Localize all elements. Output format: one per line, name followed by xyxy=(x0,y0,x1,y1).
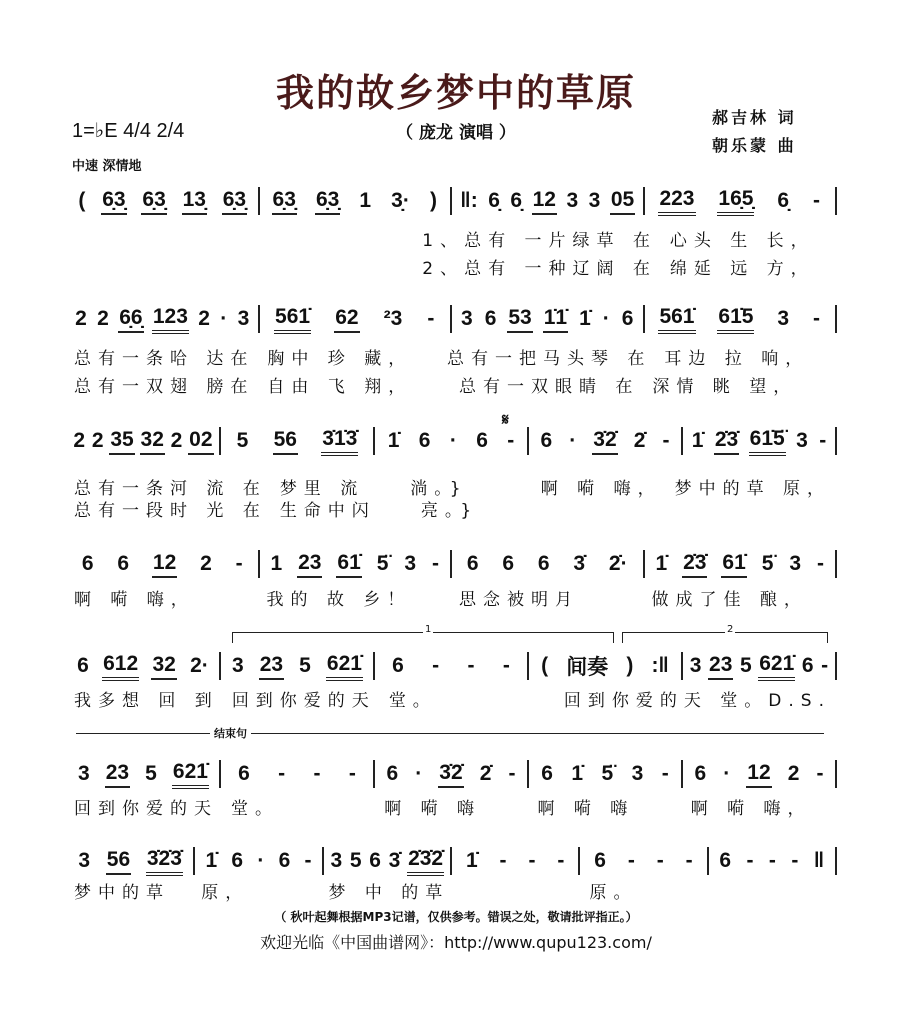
note-group: 1̇ xyxy=(205,849,218,872)
note-group: · xyxy=(602,307,610,330)
note-group: · xyxy=(723,762,731,785)
barline xyxy=(450,305,452,333)
note-group: - xyxy=(502,654,510,677)
note-group: 53 xyxy=(507,306,532,333)
note-group: 02 xyxy=(188,428,213,455)
note-group: - xyxy=(499,849,507,872)
note-group: 62 xyxy=(334,306,359,333)
barline xyxy=(219,760,221,788)
notation-row xyxy=(70,424,840,458)
lyric-segment: 总有一双眼睛 在 xyxy=(459,376,640,397)
note-group: 3̇ xyxy=(573,552,586,575)
note-group: - xyxy=(821,654,829,677)
measure xyxy=(70,551,255,578)
barline xyxy=(219,652,221,680)
note-group: - xyxy=(235,552,243,575)
lyric-segment: 堂。 xyxy=(388,690,437,711)
note-group: 5 xyxy=(236,429,249,452)
lyrics-line xyxy=(70,474,840,498)
notation-row xyxy=(70,302,840,336)
lyric-segment: 回到你爱的天 xyxy=(74,798,218,819)
note-group: 1̇ xyxy=(465,849,478,872)
note-group: 6̣ xyxy=(777,189,790,212)
note-group: - xyxy=(791,849,799,872)
composer: 朝乐蒙 曲 xyxy=(712,136,797,155)
note-group: 6 xyxy=(369,849,381,872)
note-group: 23 xyxy=(259,653,284,680)
measure xyxy=(224,762,370,786)
note-group: 3̇2̇ xyxy=(592,428,617,455)
lyric-segment: 1、总有 一片绿草 在 xyxy=(422,230,657,251)
lyric-segment: 思念被明月 xyxy=(459,589,579,610)
barline xyxy=(835,550,837,578)
first-ending-bracket xyxy=(232,624,614,643)
note-group: 3̇2̇ xyxy=(438,761,463,788)
note-group: 2̇3̇ xyxy=(714,428,739,455)
note-group: - xyxy=(662,429,670,452)
second-ending-bracket xyxy=(622,624,828,643)
lyric-segment: 心头 生 长， xyxy=(669,230,815,251)
note-group: 3̇ xyxy=(388,849,401,872)
measure xyxy=(686,652,832,681)
note-group: 6 xyxy=(476,429,488,452)
note-group: 5̈ xyxy=(376,552,389,575)
measure xyxy=(378,761,524,788)
barline xyxy=(578,847,580,875)
note-group: 61̇ xyxy=(336,551,361,578)
note-group: - xyxy=(819,429,827,452)
note-group: 56 xyxy=(106,848,131,875)
barline xyxy=(527,427,529,455)
lyric-segment: 我多想 回 到 xyxy=(74,690,219,711)
note-group: 3 xyxy=(78,849,91,872)
note-group: 2 xyxy=(97,307,109,330)
note-group: 32 xyxy=(140,428,165,455)
note-group: 6 xyxy=(594,849,606,872)
note-group: 1 xyxy=(270,552,283,575)
note-group: 6̣6̣ xyxy=(118,306,143,333)
barline xyxy=(258,305,260,333)
note-group: 5̈ xyxy=(601,762,614,785)
note-group: 3 xyxy=(689,654,702,677)
note-group: 2 xyxy=(75,307,87,330)
barline xyxy=(835,187,837,215)
lyric-segment: 生命中闪 xyxy=(279,500,376,521)
note-group: - xyxy=(685,849,693,872)
lyric-segment: 淌。} xyxy=(410,478,468,499)
barline xyxy=(527,760,529,788)
note-group: 05 xyxy=(610,188,635,215)
lyrics-line xyxy=(70,686,840,710)
note-group: 间奏 xyxy=(566,656,609,679)
measure xyxy=(327,847,447,876)
note-group: 6 xyxy=(81,552,94,575)
note-group: :‖ xyxy=(651,654,669,677)
note-group: 6 xyxy=(484,307,497,330)
lyric-segment: 啊 嗬 嗨 xyxy=(384,798,482,819)
note-group: 3 xyxy=(789,552,802,575)
note-group: 56 xyxy=(273,428,298,455)
measure xyxy=(224,427,370,456)
note-group: 2̇ xyxy=(633,429,646,452)
note-group: 6 xyxy=(801,654,814,677)
note-group: - xyxy=(813,307,820,330)
measure xyxy=(648,305,833,334)
barline xyxy=(450,847,452,875)
note-group: 6̣ xyxy=(510,189,523,212)
note-group: 2 xyxy=(200,552,212,575)
lyric-segment: 梦中的草 xyxy=(74,882,170,903)
measure xyxy=(532,762,678,786)
note-group: 35 xyxy=(109,428,134,455)
lyric-segment: 啊 嗬 嗨 xyxy=(537,798,635,819)
note-group: · xyxy=(257,849,265,872)
note-group: 621̇ xyxy=(172,760,209,789)
note-group: 32 xyxy=(151,653,176,680)
note-group: ) xyxy=(626,654,634,677)
barline xyxy=(373,760,375,788)
measure xyxy=(70,847,190,876)
note-group: 3 xyxy=(566,189,579,212)
note-group: 3 xyxy=(588,189,601,212)
note-group: - xyxy=(557,849,565,872)
lyric-segment: 胸中 珍 藏， xyxy=(267,348,413,369)
note-group: 3 xyxy=(461,307,473,330)
note-group: 6 xyxy=(386,762,399,785)
note-group: - xyxy=(348,762,356,785)
note-group: - xyxy=(656,849,664,872)
lyrics-line xyxy=(70,794,840,818)
barline xyxy=(835,760,837,788)
note-group: 5 xyxy=(739,654,752,677)
measure xyxy=(70,188,255,215)
barline xyxy=(450,187,452,215)
note-group: ²3 xyxy=(383,307,403,330)
note-group: - xyxy=(278,762,286,785)
note-group: 6̣ xyxy=(488,189,500,212)
note-group: 6̣3̣ xyxy=(101,188,126,215)
note-group: 6 xyxy=(540,429,553,452)
note-group: 3̇2̇3̇ xyxy=(146,847,183,876)
note-group: - xyxy=(661,762,669,785)
note-group: - xyxy=(427,307,435,330)
note-group: 61̇ xyxy=(721,551,746,578)
measure xyxy=(455,552,640,576)
note-group: 6 xyxy=(719,849,732,872)
note-group: 6 xyxy=(117,552,130,575)
note-group: 6 xyxy=(621,307,634,330)
note-group: 3 xyxy=(237,307,250,330)
note-group: 3̇1̇3̇ xyxy=(321,427,358,456)
barline xyxy=(681,760,683,788)
note-group: 6 xyxy=(541,762,553,785)
barline xyxy=(643,305,645,333)
note-group: 6 xyxy=(502,552,515,575)
barline xyxy=(373,427,375,455)
lyric-segment: 梦中的草 原， xyxy=(674,478,831,499)
lyric-segment: 啊 嗬 嗨， xyxy=(74,589,195,610)
transcription-note: （ 秋叶起舞根据MP3记谱，仅供参考。错误之处，敬请批评指正。） xyxy=(274,910,638,924)
note-group: 13̣ xyxy=(182,188,207,215)
note-group: 3 xyxy=(330,849,343,872)
note-group: 3 xyxy=(796,429,808,452)
note-group: 2̇ xyxy=(479,762,492,785)
note-group: - xyxy=(508,762,516,785)
measure xyxy=(263,305,448,334)
lyric-segment: 亮。} xyxy=(420,500,479,521)
barline xyxy=(322,847,324,875)
lyrics-line xyxy=(70,372,840,396)
note-group: 5̈ xyxy=(761,552,774,575)
note-group: 612 xyxy=(102,652,139,681)
lyrics-line xyxy=(70,344,840,368)
note-group: 6 xyxy=(278,849,291,872)
note-group: ( xyxy=(78,189,86,212)
measure xyxy=(224,652,370,681)
measure xyxy=(648,551,833,578)
measure xyxy=(532,651,678,681)
notation-row xyxy=(70,844,840,878)
note-group: 1̇ xyxy=(579,307,591,330)
note-group: - xyxy=(313,762,321,785)
note-group: 2 xyxy=(787,762,800,785)
lyric-segment: 回到你爱的天 堂。D.S. xyxy=(563,690,831,711)
measure xyxy=(532,428,678,455)
note-group: 12 xyxy=(532,188,557,215)
lyric-segment: 2、总有 一种辽阔 在 xyxy=(422,258,657,279)
second-ending-label: 2 xyxy=(727,624,734,635)
barline xyxy=(258,187,260,215)
barline xyxy=(527,652,529,680)
barline xyxy=(835,652,837,680)
note-group: 3̣· xyxy=(391,189,410,212)
measure xyxy=(198,849,318,873)
note-group: 6̣3̣ xyxy=(222,188,247,215)
note-group: 6 xyxy=(694,762,707,785)
note-group: 6̣3̣ xyxy=(315,188,340,215)
lyric-segment: 啊 嗬 嗨， xyxy=(540,478,662,499)
note-group: 223 xyxy=(658,187,695,216)
lyric-segment: 总有一双翅 膀在 xyxy=(74,376,255,397)
measure xyxy=(70,652,216,681)
barline xyxy=(835,305,837,333)
note-group: 3 xyxy=(232,654,244,677)
measure xyxy=(648,187,833,216)
note-group: 1̇ xyxy=(571,762,584,785)
note-group: 2̇· xyxy=(608,552,628,575)
measure xyxy=(712,849,832,873)
note-group: 1̇ xyxy=(387,429,400,452)
website-link[interactable]: 欢迎光临《中国曲谱网》：http://www.qupu123.com/ xyxy=(260,933,652,952)
lyric-segment: 我的 故 乡！ xyxy=(266,589,412,610)
note-group: - xyxy=(432,552,440,575)
note-group: 123 xyxy=(152,305,189,334)
note-group: 6 xyxy=(392,654,404,677)
measure xyxy=(70,428,216,455)
barline xyxy=(450,550,452,578)
lyric-segment: 啊 嗬 嗨， xyxy=(690,798,812,819)
note-group: 23 xyxy=(105,761,130,788)
note-group: - xyxy=(304,849,312,872)
note-group: 1̇ xyxy=(691,429,704,452)
note-group: 23 xyxy=(708,653,733,680)
note-group: 16̣5̣ xyxy=(717,187,754,216)
note-group: 6 xyxy=(418,429,431,452)
lyric-segment: 总有一条河 流 在 xyxy=(74,478,267,499)
measure xyxy=(686,427,832,456)
lyric-segment: 耳边 拉 响， xyxy=(664,348,810,369)
measure xyxy=(455,849,575,873)
first-ending-label: 1 xyxy=(425,624,432,635)
note-group: 5 xyxy=(145,762,157,785)
note-group: 6 xyxy=(77,654,89,677)
note-group: - xyxy=(432,654,440,677)
note-group: - xyxy=(467,654,475,677)
measure xyxy=(686,761,832,788)
note-group: 2̇3̇2̇ xyxy=(407,847,444,876)
note-group: 61̇5 xyxy=(717,305,754,334)
note-group: 2 xyxy=(198,307,210,330)
notation-row xyxy=(70,649,840,683)
note-group: 3 xyxy=(777,307,790,330)
barline xyxy=(835,427,837,455)
note-group: 6 xyxy=(238,762,250,785)
lyric-segment: 绵延 远 方， xyxy=(669,258,815,279)
note-group: 12 xyxy=(746,761,771,788)
note-group: · xyxy=(415,762,423,785)
note-group: - xyxy=(768,849,776,872)
measure xyxy=(70,760,216,789)
note-group: 2 xyxy=(91,429,104,452)
note-group: - xyxy=(746,849,754,872)
lyric-segment: 原， xyxy=(201,882,250,903)
lyric-segment: 梦 中 的草 xyxy=(328,882,450,903)
measure xyxy=(455,306,640,333)
barline xyxy=(681,652,683,680)
lyrics-line xyxy=(70,496,840,520)
note-group: 2 xyxy=(73,429,86,452)
note-group: 561̇ xyxy=(274,305,311,334)
measure xyxy=(378,429,524,453)
measure xyxy=(583,849,703,873)
note-group: 5 xyxy=(299,654,311,677)
lyric-segment: 原。 xyxy=(589,882,638,903)
note-group: 621̇ xyxy=(326,652,363,681)
note-group: - xyxy=(528,849,536,872)
barline xyxy=(258,550,260,578)
measure xyxy=(455,188,640,215)
lyric-segment: 自由 飞 翔， xyxy=(267,376,413,397)
measure xyxy=(70,305,255,334)
song-title: 我的故乡梦中的草原 xyxy=(275,71,636,115)
singer: （ 庞龙 演唱 ） xyxy=(396,123,516,143)
ending-label: 结束句 xyxy=(210,725,251,741)
key-signature: 1=♭E 4/4 2/4 xyxy=(72,120,185,142)
note-group: 561̇ xyxy=(658,305,695,334)
lyric-segment: 总有一段时 光 在 xyxy=(74,500,267,521)
lyric-segment: 深情 眺 望， xyxy=(652,376,798,397)
notation-row xyxy=(70,184,840,218)
lyrics-line xyxy=(70,878,840,902)
lyric-segment: 堂。 xyxy=(231,798,279,819)
notation-row xyxy=(70,547,840,581)
barline xyxy=(707,847,709,875)
note-group: 23 xyxy=(297,551,322,578)
lyrics-line xyxy=(70,226,840,250)
segno-icon: 𝄋 xyxy=(502,410,509,429)
note-group: 2̇3̇ xyxy=(682,551,707,578)
note-group: ‖: xyxy=(460,189,478,212)
barline xyxy=(643,550,645,578)
note-group: · xyxy=(449,429,457,452)
note-group: 5 xyxy=(349,849,362,872)
lyric-segment: 回到你爱的天 xyxy=(231,690,376,711)
barline xyxy=(373,652,375,680)
lyric-segment: 总有一条哈 达在 xyxy=(74,348,255,369)
notation-row xyxy=(70,757,840,791)
note-group: - xyxy=(817,552,825,575)
barline xyxy=(219,427,221,455)
measure xyxy=(263,188,448,215)
measure xyxy=(263,551,448,578)
note-group: 1̇ xyxy=(655,552,668,575)
note-group: 12 xyxy=(152,551,177,578)
note-group: - xyxy=(816,762,824,785)
note-group: ) xyxy=(429,189,437,212)
note-group: 6̣3̣ xyxy=(141,188,166,215)
ending-line xyxy=(76,733,824,734)
note-group: · xyxy=(220,307,228,330)
note-group: 621̇ xyxy=(758,652,795,681)
lyricist: 郝吉林 词 xyxy=(712,108,797,127)
note-group: 61̇5̈ xyxy=(749,427,786,456)
lyrics-line xyxy=(70,254,840,278)
note-group: 6̣3̣ xyxy=(272,188,297,215)
note-group: 3 xyxy=(631,762,644,785)
barline xyxy=(193,847,195,875)
barline xyxy=(681,427,683,455)
note-group: - xyxy=(813,189,820,212)
note-group: ( xyxy=(541,654,549,677)
note-group: 3 xyxy=(78,762,90,785)
note-group: 2 xyxy=(170,429,183,452)
note-group: ‖ xyxy=(813,849,825,872)
note-group: 6 xyxy=(466,552,479,575)
note-group: - xyxy=(627,849,635,872)
note-group: - xyxy=(507,429,515,452)
note-group: · xyxy=(569,429,577,452)
note-group: 3 xyxy=(404,552,417,575)
lyric-segment: 梦里 流 xyxy=(279,478,365,499)
note-group: 1̇1̇ xyxy=(543,306,568,333)
lyric-segment: 做成了佳 酿， xyxy=(651,589,808,610)
note-group: 2· xyxy=(190,654,209,677)
lyric-segment: 总有一把马头琴 在 xyxy=(447,348,652,369)
tempo-marking: 中速 深情地 xyxy=(72,159,142,174)
note-group: 1 xyxy=(359,189,372,212)
barline xyxy=(835,847,837,875)
note-group: 6 xyxy=(231,849,244,872)
note-group: 6 xyxy=(537,552,550,575)
measure xyxy=(378,654,524,678)
lyrics-line xyxy=(70,585,840,609)
barline xyxy=(643,187,645,215)
